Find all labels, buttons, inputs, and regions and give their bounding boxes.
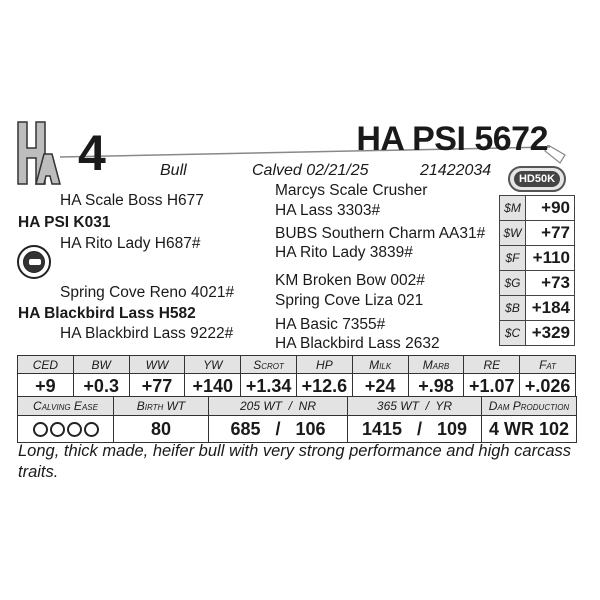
sd-dam: HA Rito Lady 3839#	[275, 244, 413, 261]
epd-value: +24	[352, 374, 408, 400]
index-label: $W	[500, 221, 526, 246]
registration-number: 21422034	[420, 162, 492, 179]
epd-value: +140	[185, 374, 241, 400]
production-header: Calving Ease	[18, 397, 114, 416]
ss-sire: Marcys Scale Crusher	[275, 182, 428, 199]
dd-sire: HA Basic 7355#	[275, 316, 386, 333]
epd-value: +.98	[408, 374, 464, 400]
epd-value: +.026	[520, 374, 576, 400]
epd-value: +12.6	[296, 374, 352, 400]
sd-sire: BUBS Southern Charm AA31#	[275, 225, 486, 242]
epd-header: CED	[18, 356, 74, 374]
index-value: +110	[526, 246, 575, 271]
index-value: +329	[526, 321, 575, 346]
epd-header: Scrot	[241, 356, 297, 374]
ds-dam: Spring Cove Liza 021	[275, 292, 424, 309]
calving-ease-circle-icon	[84, 422, 99, 437]
production-header: 365 WT / YR	[348, 397, 482, 416]
epd-value: +1.34	[241, 374, 297, 400]
index-value: +184	[526, 296, 575, 321]
epd-header: WW	[129, 356, 185, 374]
dollar-index-table	[499, 195, 575, 346]
epd-header: Milk	[352, 356, 408, 374]
epd-header: Fat	[520, 356, 576, 374]
sire-dam: HA Rito Lady H687#	[60, 235, 201, 252]
index-label: $G	[500, 271, 526, 296]
lot-comment: Long, thick made, heifer bull with very strong performance and high carcass traits.	[18, 442, 572, 481]
production-header: Dam Production	[482, 397, 577, 416]
epd-table	[17, 355, 576, 400]
epd-value: +1.07	[464, 374, 520, 400]
dam: HA Blackbird Lass H582	[18, 305, 196, 322]
production-header-row	[18, 397, 577, 416]
index-value: +77	[526, 221, 575, 246]
index-value: +90	[526, 196, 575, 221]
epd-header: Marb	[408, 356, 464, 374]
production-header: Birth WT	[114, 397, 209, 416]
production-value-row	[18, 416, 577, 443]
index-row-m	[500, 196, 575, 221]
index-row-f	[500, 246, 575, 271]
epd-value: +77	[129, 374, 185, 400]
epd-header: BW	[73, 356, 129, 374]
ss-dam: HA Lass 3303#	[275, 202, 381, 219]
epd-header: HP	[296, 356, 352, 374]
lot-number: 4	[78, 125, 106, 181]
sex-label: Bull	[160, 162, 187, 179]
ds-sire: KM Broken Bow 002#	[275, 272, 425, 289]
dam-production: 4 WR 102	[482, 416, 577, 443]
dam-sire: Spring Cove Reno 4021#	[60, 284, 235, 301]
epd-header: RE	[464, 356, 520, 374]
hd50k-label: HD50K	[514, 171, 560, 187]
sire: HA PSI K031	[18, 214, 111, 231]
epd-value: +0.3	[73, 374, 129, 400]
epd-header-row	[18, 356, 576, 374]
calved-date: Calved 02/21/25	[252, 162, 369, 179]
index-row-g	[500, 271, 575, 296]
hd50k-badge	[508, 166, 566, 192]
registry-seal-icon	[17, 245, 51, 279]
sire-sire: HA Scale Boss H677	[60, 192, 204, 209]
calving-ease-rating	[18, 416, 114, 443]
index-row-b	[500, 296, 575, 321]
animal-name: HA PSI 5672	[356, 120, 548, 158]
dd-dam: HA Blackbird Lass 2632	[275, 335, 440, 352]
index-label: $M	[500, 196, 526, 221]
index-label: $B	[500, 296, 526, 321]
index-label: $C	[500, 321, 526, 346]
production-header: 205 WT / NR	[209, 397, 348, 416]
epd-header: YW	[185, 356, 241, 374]
index-label: $F	[500, 246, 526, 271]
production-table	[17, 396, 577, 443]
index-row-w	[500, 221, 575, 246]
dam-dam: HA Blackbird Lass 9222#	[60, 325, 234, 342]
calving-ease-circle-icon	[67, 422, 82, 437]
weaning-weight-ratio: 685 / 106	[209, 416, 348, 443]
epd-value: +9	[18, 374, 74, 400]
calving-ease-circle-icon	[33, 422, 48, 437]
calving-ease-circle-icon	[50, 422, 65, 437]
index-row-c	[500, 321, 575, 346]
yearling-weight-ratio: 1415 / 109	[348, 416, 482, 443]
index-value: +73	[526, 271, 575, 296]
birth-weight: 80	[114, 416, 209, 443]
